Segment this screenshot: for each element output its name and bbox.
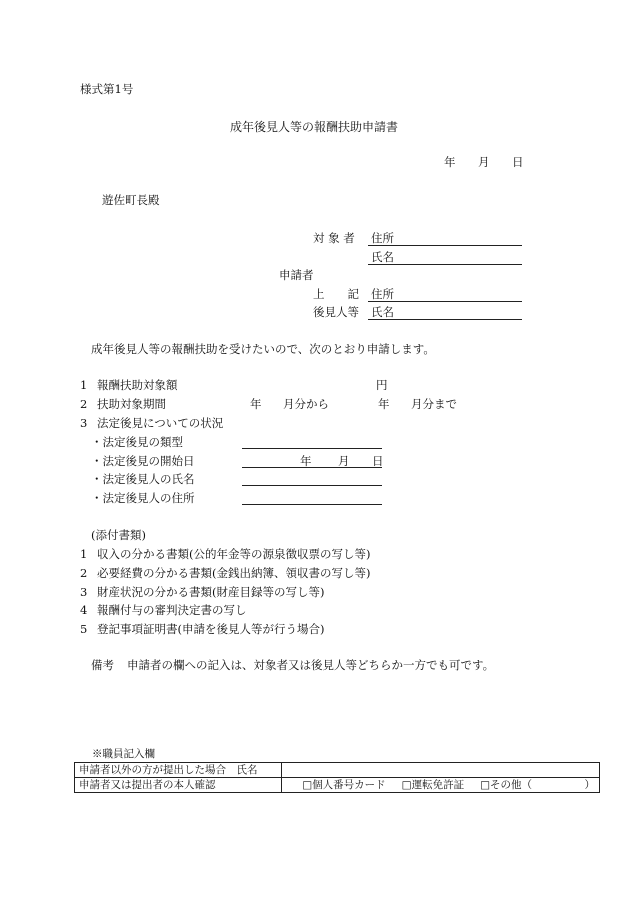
item2-number: 2 bbox=[80, 397, 88, 411]
attachment-number: 3 bbox=[80, 585, 88, 599]
target-name-label: 氏名 bbox=[371, 250, 394, 264]
form-number: 様式第1号 bbox=[80, 82, 134, 96]
identity-check-label: 申請者又は提出者の本人確認 bbox=[79, 779, 216, 791]
status-guardian-address-label: ・法定後見人の住所 bbox=[91, 491, 195, 505]
target-address-field[interactable] bbox=[368, 245, 522, 246]
item1-label: 報酬扶助対象額 bbox=[97, 378, 178, 392]
status-start-field[interactable] bbox=[242, 467, 382, 468]
date-day-label: 日 bbox=[512, 155, 524, 169]
guardian-above-label: 上 記 bbox=[313, 287, 359, 301]
staff-section-heading: ※職員記入欄 bbox=[92, 748, 155, 760]
attachment-number: 4 bbox=[80, 603, 88, 617]
attachment-item: 必要経費の分かる書類(金銭出納簿、領収書の写し等) bbox=[97, 566, 371, 580]
remarks-text: 申請者の欄への記入は、対象者又は後見人等どちらか一方でも可です。 bbox=[127, 658, 495, 672]
submitter-name-field[interactable] bbox=[282, 763, 600, 778]
item3-label: 法定後見についての状況 bbox=[97, 416, 224, 430]
item3-number: 3 bbox=[80, 416, 88, 430]
item2-to-month: 月分まで bbox=[411, 397, 457, 411]
identity-check-label-cell bbox=[75, 778, 282, 793]
target-person-label: 対 象 者 bbox=[313, 231, 355, 245]
attachment-number: 2 bbox=[80, 566, 88, 580]
intro-text: 成年後見人等の報酬扶助を受けたいので、次のとおり申請します。 bbox=[91, 342, 435, 356]
attachments-heading: (添付書類) bbox=[91, 528, 146, 542]
guardian-label: 後見人等 bbox=[313, 305, 359, 319]
remarks-label: 備考 bbox=[91, 658, 114, 672]
guardian-address-label: 住所 bbox=[371, 287, 394, 301]
page-title: 成年後見人等の報酬扶助申請書 bbox=[230, 120, 399, 134]
status-type-field[interactable] bbox=[242, 448, 382, 449]
item1-unit: 円 bbox=[376, 378, 388, 392]
staff-row-identity bbox=[75, 778, 600, 793]
item2-label: 扶助対象期間 bbox=[97, 397, 166, 411]
item2-from-year: 年 bbox=[250, 397, 262, 411]
status-guardian-name-field[interactable] bbox=[242, 485, 382, 486]
staff-table bbox=[74, 762, 600, 793]
guardian-name-field[interactable] bbox=[368, 319, 522, 320]
status-start-day: 日 bbox=[372, 454, 384, 468]
status-start-year: 年 bbox=[300, 454, 312, 468]
attachment-item: 報酬付与の審判決定書の写し bbox=[97, 603, 247, 617]
date-year-label: 年 bbox=[444, 155, 456, 169]
item2-to-year: 年 bbox=[378, 397, 390, 411]
identity-check-options bbox=[282, 778, 600, 793]
status-guardian-address-field[interactable] bbox=[242, 504, 382, 505]
other-id-checkbox[interactable]: □その他（ ） bbox=[480, 779, 595, 791]
guardian-address-field[interactable] bbox=[368, 301, 522, 302]
item1-number: 1 bbox=[80, 378, 88, 392]
attachment-item: 登記事項証明書(申請を後見人等が行う場合) bbox=[97, 622, 325, 636]
target-address-label: 住所 bbox=[371, 231, 394, 245]
addressee: 遊佐町長殿 bbox=[102, 193, 160, 207]
applicant-label: 申請者 bbox=[279, 268, 314, 282]
status-guardian-name-label: ・法定後見人の氏名 bbox=[91, 472, 195, 486]
item2-from-month: 月分から bbox=[283, 397, 329, 411]
status-start-month: 月 bbox=[338, 454, 350, 468]
attachment-item: 財産状況の分かる書類(財産目録等の写し等) bbox=[97, 585, 325, 599]
attachment-number: 5 bbox=[80, 622, 88, 636]
status-start-label: ・法定後見の開始日 bbox=[91, 454, 195, 468]
guardian-name-label: 氏名 bbox=[371, 305, 394, 319]
staff-row-submitter bbox=[75, 763, 600, 778]
submitter-name-label-cell bbox=[75, 763, 282, 778]
attachment-item: 収入の分かる書類(公的年金等の源泉徴収票の写し等) bbox=[97, 547, 371, 561]
status-type-label: ・法定後見の類型 bbox=[91, 435, 183, 449]
drivers-license-checkbox[interactable]: □運転免許証 bbox=[401, 779, 465, 791]
mynumber-card-checkbox[interactable]: □個人番号カード bbox=[302, 779, 386, 791]
attachment-number: 1 bbox=[80, 547, 88, 561]
date-month-label: 月 bbox=[478, 155, 490, 169]
target-name-field[interactable] bbox=[368, 264, 522, 265]
submitter-name-label: 申請者以外の方が提出した場合 氏名 bbox=[79, 764, 258, 776]
